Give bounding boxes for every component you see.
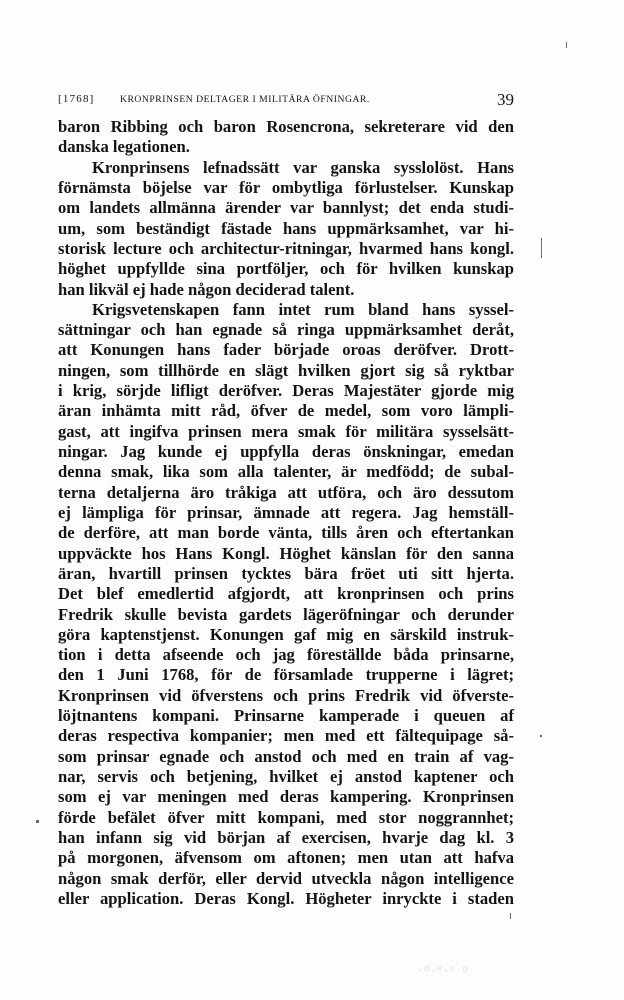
body-text <box>58 117 514 909</box>
text-line: ningar. Jag kunde ej uppfylla deras önskningar, emedan <box>58 442 514 461</box>
text-line: baron Ribbing och baron Rosencrona, sekreterare vid den <box>58 117 514 136</box>
library-stamp: ·ᵈ·ᵉ·ˢ·ᵍ <box>418 962 470 980</box>
text-line: på morgonen, äfvensom om aftonen; men utan att hafva <box>58 848 514 868</box>
text-line: höghet uppfyllde sina portföljer, och för hvilken kunskap <box>58 259 514 279</box>
margin-mark <box>540 735 542 737</box>
text-line: gast, att ingifva prinsen mera smak för militära sysselsätt- <box>58 421 514 441</box>
text-line: att Konungen hans fader började oroas deröfver. Drott- <box>58 340 514 360</box>
page-number: 39 <box>497 90 514 109</box>
text-line: löjtnantens kompani. Prinsarne kamperade i queuen af <box>58 706 514 726</box>
margin-mark <box>36 820 39 823</box>
text-line: Fredrik skulle bevista gardets lägeröfningar och derunder <box>58 604 514 624</box>
text-line: sättningar och han egnade så ringa uppmärksamhet deråt, <box>58 320 514 340</box>
text-line: i krig, sörjde lifligt deröfver. Deras Majestäter gjorde mig <box>58 381 514 401</box>
text-line: storisk lecture och architectur-ritningar, hvarmed hans kongl. <box>58 238 514 258</box>
text-line: Det blef emedlertid afgjordt, att kronprinsen och prins <box>58 584 514 604</box>
running-head <box>58 92 514 110</box>
text-line: Kronprinsens lefnadssätt var ganska sysslolöst. Hans <box>92 157 514 177</box>
margin-mark <box>541 238 542 258</box>
text-line: äran inhämta mitt råd, öfver de medel, som voro lämpli- <box>58 401 514 421</box>
text-line: danska legationen. <box>58 137 190 157</box>
text-line: Kronprinsen vid öfverstens och prins Fredrik vid öfverste- <box>58 685 514 705</box>
running-head-year: [1768] <box>58 93 95 105</box>
text-line: Krigsvetenskapen fann intet rum bland hans syssel- <box>92 299 514 319</box>
text-line: förde befälet öfver mitt kompani, med stor noggrannhet; <box>58 807 514 827</box>
text-line: den 1 Juni 1768, för de församlade trupperne i lägret; <box>58 665 514 685</box>
text-line: nar, servis och betjening, hvilket ej anstod kaptener och <box>58 767 514 786</box>
text-line: som ej var meningen med deras kampering. Kronprinsen <box>58 787 514 807</box>
text-line: äran, hvartill prinsen tycktes bära fröet uti sitt hjerta. <box>58 563 514 583</box>
text-line: uppväckte hos Hans Kongl. Höghet känslan för den sanna <box>58 543 514 563</box>
text-line: denna smak, lika som alla talenter, är medfödd; de subal- <box>58 462 514 482</box>
text-line: göra kaptenstjenst. Konungen gaf mig en särskild instruk- <box>58 624 514 644</box>
text-line: som prinsar egnade och anstod och med en train af vag- <box>58 746 514 766</box>
text-line: de derföre, att man borde vänta, tills åren och eftertankan <box>58 523 514 543</box>
margin-mark <box>510 913 511 919</box>
text-line: terna detaljerna äro tråkiga att utföra, och äro dessutom <box>58 482 514 502</box>
text-line: han infann sig vid början af exercisen, hvarje dag kl. 3 <box>58 827 514 847</box>
text-line: ej lämpliga för prinsar, ämnade att regera. Jag hemställ- <box>58 502 514 522</box>
text-line: någon smak derför, eller dervid utveckla någon intelligence <box>58 868 514 888</box>
text-line: um, som beständigt fästade hans uppmärksamhet, var hi- <box>58 218 514 238</box>
text-line: tion i detta afseende och jag föreställde båda prinsarne, <box>58 645 514 665</box>
text-line: deras respectiva kompanier; men med ett fältequipage så- <box>58 726 514 746</box>
text-line: eller application. Deras Kongl. Högheter inryckte i staden <box>58 888 514 908</box>
text-line: ningen, som tillhörde en slägt hvilken gjort sig så ryktbar <box>58 360 514 380</box>
running-head-title: KRONPRINSEN DELTAGER I MILITÄRA ÖFNINGAR. <box>120 94 370 105</box>
text-line: om landets allmänna ärender var bannlyst; det enda studi- <box>58 198 514 218</box>
margin-mark <box>566 42 567 48</box>
text-line: förnämsta böjelse var för ombytliga förlustelser. Kunskap <box>58 177 514 197</box>
text-line: han likväl ej hade någon deciderad talent. <box>58 279 355 299</box>
